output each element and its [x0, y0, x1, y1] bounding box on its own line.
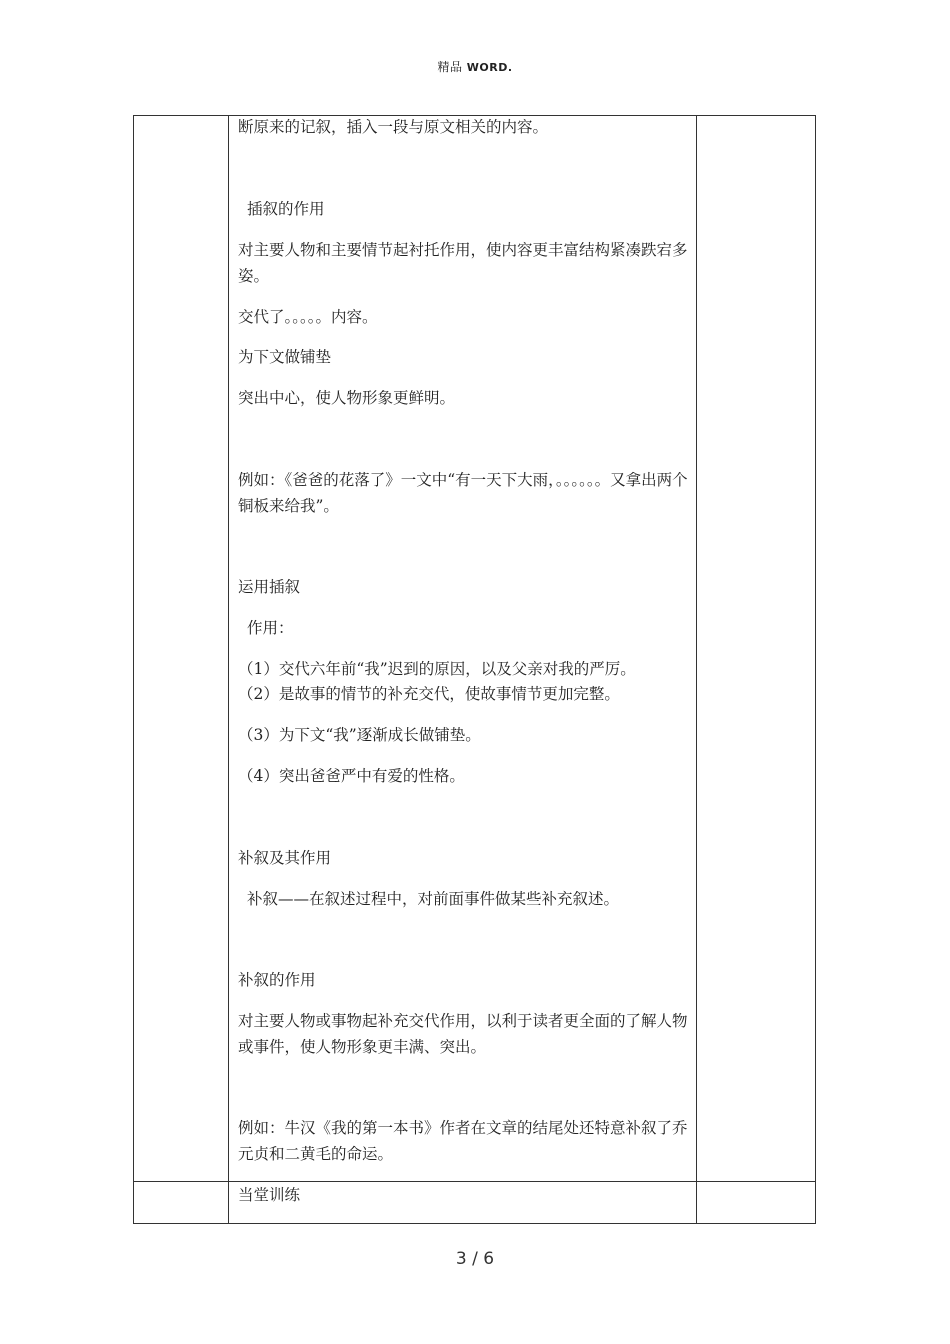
paragraph: 对主要人物或事物起补充交代作用，以利于读者更全面的了解人物或事件，使人物形象更丰满、突出。 — [238, 1012, 688, 1056]
column-divider-right — [696, 116, 697, 1223]
page-header — [0, 58, 950, 75]
paragraph: 突出中心，使人物形象更鲜明。 — [238, 389, 456, 407]
paragraph: 交代了。。。。。内容。 — [238, 308, 378, 326]
list-item: （2）是故事的情节的补充交代，使故事情节更加完整。 — [238, 685, 620, 703]
list-item: （1）交代六年前“我”迟到的原因，以及父亲对我的严厉。 — [238, 660, 636, 678]
paragraph: 断原来的记叙，插入一段与原文相关的内容。 — [238, 118, 549, 136]
header-prefix: 精品 — [437, 60, 463, 74]
paragraph: 补叙——在叙述过程中，对前面事件做某些补充叙述。 — [247, 890, 620, 908]
paragraph: 作用： — [247, 619, 294, 637]
section-heading: 补叙的作用 — [238, 971, 316, 989]
section-heading: 补叙及其作用 — [238, 849, 332, 867]
section-heading: 运用插叙 — [238, 578, 301, 596]
paragraph: 对主要人物和主要情节起衬托作用，使内容更丰富结构紧凑跌宕多姿。 — [238, 241, 688, 285]
list-item: （4）突出爸爸严中有爱的性格。 — [238, 767, 465, 785]
header-brand: WORD. — [466, 61, 513, 74]
example-paragraph: 例如：《爸爸的花落了》一文中“有一天下大雨，。。。。。。又拿出两个铜板来给我”。 — [238, 471, 688, 515]
lesson-table — [133, 115, 816, 1224]
section-heading: 当堂训练 — [238, 1186, 301, 1204]
list-item: （3）为下文“我”逐渐成长做铺垫。 — [238, 726, 481, 744]
section-heading: 插叙的作用 — [247, 200, 325, 218]
column-divider-left — [228, 116, 229, 1223]
page-number: 3 / 6 — [455, 1249, 495, 1269]
example-paragraph: 例如：牛汉《我的第一本书》作者在文章的结尾处还特意补叙了乔元贞和二黄毛的命运。 — [238, 1119, 688, 1163]
paragraph: 为下文做铺垫 — [238, 348, 332, 366]
